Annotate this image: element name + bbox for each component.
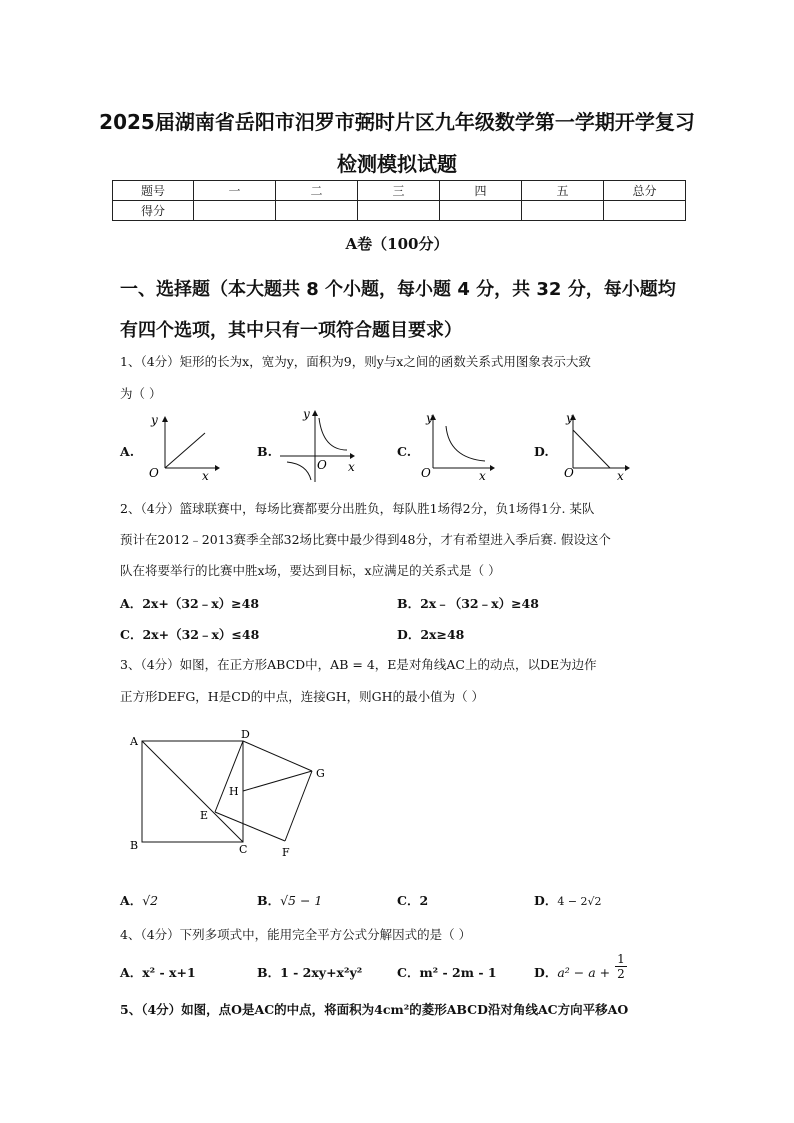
axis-y-label: y <box>426 411 433 425</box>
option-value: √5 − 1 <box>280 893 323 908</box>
axis-x-label: x <box>202 469 209 483</box>
table-cell: 题号 <box>113 181 194 201</box>
origin-label: O <box>564 466 574 480</box>
q2-option-d: D．2x≥48 <box>397 627 465 642</box>
q4-option-a: A．x² - x+1 <box>120 965 196 980</box>
option-label: D． <box>534 893 558 908</box>
table-cell <box>194 201 276 221</box>
q4-option-b: B．1 - 2xy+x²y² <box>257 965 363 980</box>
q1-graph-a <box>140 408 230 483</box>
axis-y-label: y <box>151 413 158 427</box>
q2-option-a: A．2x+（32﹣x）≥48 <box>120 596 260 611</box>
table-cell <box>440 201 522 221</box>
q1-option-a-label: A. <box>120 444 135 459</box>
option-label: D． <box>534 965 558 980</box>
table-cell: 三 <box>358 181 440 201</box>
point-e-label: E <box>200 809 209 822</box>
q3-option-c: C．2 <box>397 893 429 908</box>
q1-graph-b <box>275 404 365 484</box>
q1-option-d-label: D. <box>534 444 549 459</box>
q2-text-line1: 2、（4分）篮球联赛中，每场比赛都要分出胜负，每队胜1场得2分，负1场得1分. 某队 <box>120 501 595 516</box>
fraction-numerator: 1 <box>615 952 627 967</box>
axis-x-label: x <box>348 460 355 474</box>
option-value: a² − a + <box>557 965 611 980</box>
option-value: 4 − 2√2 <box>557 895 602 908</box>
q3-text-line2: 正方形DEFG，H是CD的中点，连接GH，则GH的最小值为（ ） <box>120 689 485 704</box>
q1-option-b-label: B. <box>257 444 272 459</box>
table-cell <box>522 201 604 221</box>
table-cell <box>276 201 358 221</box>
table-cell: 五 <box>522 181 604 201</box>
q2-option-b: B．2x﹣（32﹣x）≥48 <box>397 596 539 611</box>
section-a-heading: A卷（100分） <box>345 235 449 253</box>
axis-y-label: y <box>566 411 573 425</box>
point-g-label: G <box>316 767 325 780</box>
point-a-label: A <box>130 735 138 748</box>
q3-geometry-figure <box>120 722 340 867</box>
table-cell: 得分 <box>113 201 194 221</box>
table-cell <box>604 201 686 221</box>
option-label: A． <box>120 893 143 908</box>
q4-fraction <box>615 952 627 981</box>
q3-option-b <box>257 891 322 909</box>
origin-label: O <box>421 466 431 480</box>
option-label: B． <box>257 893 281 908</box>
q1-text-line1: 1、（4分）矩形的长为x，宽为y，面积为9，则y与x之间的函数关系式用图象表示大致 <box>120 354 591 369</box>
table-cell <box>358 201 440 221</box>
q1-option-c-label: C. <box>397 444 412 459</box>
table-cell: 四 <box>440 181 522 201</box>
option-value: √2 <box>142 893 159 908</box>
table-row <box>113 181 686 201</box>
point-h-label: H <box>229 785 239 798</box>
axis-x-label: x <box>479 469 486 483</box>
page-title-line1: 2025届湖南省岳阳市汨罗市弼时片区九年级数学第一学期开学复习 <box>99 110 695 134</box>
axis-x-label: x <box>617 469 624 483</box>
q1-graph-d <box>555 408 645 483</box>
q4-text-line1: 4、（4分）下列多项式中，能用完全平方公式分解因式的是（ ） <box>120 927 472 942</box>
q3-text-line1: 3、（4分）如图，在正方形ABCD中，AB = 4，E是对角线AC上的动点，以DE为边作 <box>120 657 597 672</box>
point-b-label: B <box>130 839 139 852</box>
table-cell: 二 <box>276 181 358 201</box>
point-c-label: C <box>239 843 248 856</box>
point-d-label: D <box>241 728 250 741</box>
q1-text-line2: 为（ ） <box>120 386 162 401</box>
q5-text-line1: 5、（4分）如图，点O是AC的中点，将面积为4cm²的菱形ABCD沿对角线AC方向平移AO <box>120 1002 629 1017</box>
q2-option-c: C．2x+（32﹣x）≤48 <box>120 627 260 642</box>
q3-option-d <box>534 891 602 909</box>
table-cell: 一 <box>194 181 276 201</box>
q2-text-line3: 队在将要举行的比赛中胜x场，要达到目标，x应满足的关系式是（ ） <box>120 563 501 578</box>
score-table <box>112 180 686 221</box>
table-row <box>113 201 686 221</box>
q2-text-line2: 预计在2012﹣2013赛季全部32场比赛中最少得到48分，才有希望进入季后赛. 假设这个 <box>120 532 611 547</box>
part1-heading-line1: 一、选择题（本大题共 8 个小题，每小题 4 分，共 32 分，每小题均 <box>120 279 676 300</box>
q3-option-a <box>120 891 158 909</box>
q4-option-c: C．m² - 2m - 1 <box>397 965 497 980</box>
origin-label: O <box>149 466 159 480</box>
fraction-denominator: 2 <box>617 967 625 981</box>
origin-label: O <box>317 458 327 472</box>
page-title-line2: 检测模拟试题 <box>337 152 457 176</box>
q1-graph-c <box>415 408 505 483</box>
table-cell: 总分 <box>604 181 686 201</box>
axis-y-label: y <box>303 407 310 421</box>
part1-heading-line2: 有四个选项，其中只有一项符合题目要求） <box>120 320 462 341</box>
point-f-label: F <box>282 846 290 859</box>
q4-option-d <box>534 963 610 981</box>
